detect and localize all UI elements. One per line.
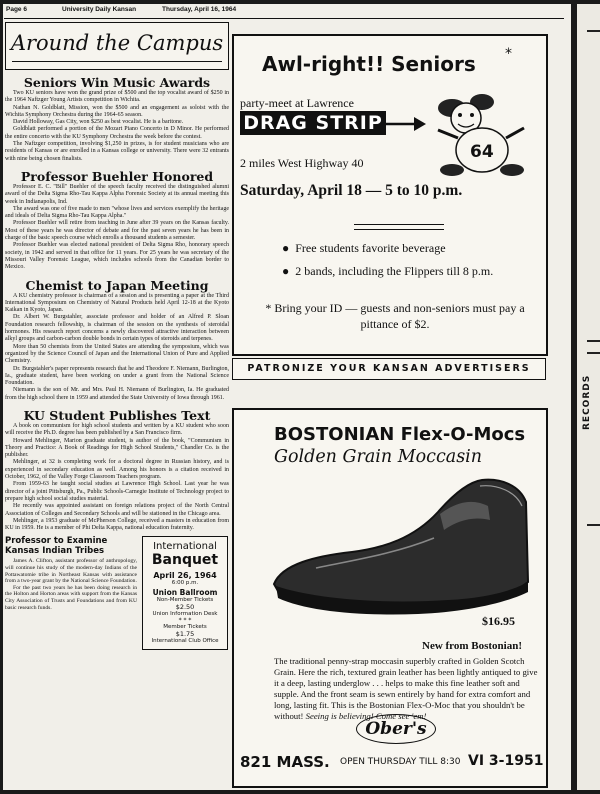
brand-headline: BOSTONIAN Flex-O-Mocs [274,424,526,445]
banquet-line1: International [153,541,217,553]
banquet-time: 6:00 p.m. [171,580,199,587]
member-label: Member Tickets [163,624,207,631]
around-campus-column [5,22,229,656]
banquet-place: Union Ballroom [152,588,218,598]
mascot-number: 64 [470,142,494,162]
banquet-date: April 26, 1964 [153,571,217,581]
store-address: 821 MASS. [240,753,330,771]
paragraph: The Naftzger competition, involving $1,250 in prizes, is for student musicians who are residents of Kansas or are enrolled in a Kansas college or university. There were 32 entrants with nine being chosen finalists. [5,141,229,162]
ad-headline: Awl-right!! Seniors [262,52,476,76]
story-headline: Seniors Win Music Awards [23,75,211,90]
tribes-story [5,536,137,611]
story-body [5,293,229,402]
paragraph: For the past two years he has been doing research in the Holton and Horton areas with support from the Kansas City Association of Trusts and Foundations and from KU basic research funds. [5,584,137,611]
section-banner [5,22,229,70]
story-headline: Chemist to Japan Meeting [25,277,209,293]
story-body [5,558,137,611]
bullet-item [282,241,446,256]
divider [354,229,444,230]
paragraph: James A. Clifton, assistant professor of anthropology, will continue his study of the modern-day Indians of the Pottawatomie tribe in Northeast Kansas with assistance from a two-year grant by the National Science Foundation. [5,558,137,585]
paragraph: Professor Buehler will retire from teaching in June after 39 years on the Kansas faculty. Most of these years he was director of debate and for the past seven years he has been in charge of the basic speech course which enrolls a thousand students a semester. [5,220,229,242]
moccasin-illustration [268,472,538,622]
store-hours: OPEN THURSDAY TILL 8:30 [340,757,461,767]
banquet-ad [142,536,228,650]
banquet-stars: * * * [178,617,192,625]
story-headline: Professor Buehler Honored [20,168,214,184]
paragraph: Mehlinger, a 1953 graduate of McPherson College, received a masters in education from KU in 1959. He is a member of Phi Delta Kappa, national education fraternity. [5,517,229,532]
store-phone: VI 3-1951 [468,753,544,769]
story-body [5,423,229,532]
member-price: $1.75 [175,630,195,639]
story-headline: KU Student Publishes Text [23,407,211,423]
bullet-icon: ● [282,241,296,255]
drag-strip-ad [232,34,548,356]
store-logo: Ober's [356,714,436,744]
arrow-icon [386,115,426,133]
new-label: New from Bostonian! [422,640,523,652]
party-subtitle: party-meet at Lawrence [240,96,354,110]
paragraph: Dr. Burgstahler's paper represents research that he and Theodore F. Niemann, Burlington, Ia., graduate student, have been working on under a grant from the National Science Foundation. [5,365,229,387]
product-name: Golden Grain Moccasin [274,447,483,467]
nonmember-label: Non-Member Tickets [156,597,214,604]
paragraph: Dr. Albert W. Burgstahler, associate professor and holder of an Alfred P. Sloan Foundation research fellowship, is chairman of the session on the synthesis of steroidal hormones. His research report concerns a newly discovered attractive interaction between alkyl groups and carbon-carbon double bonds in certain types of steroids and terpenes. [5,314,229,343]
story-body [5,184,229,272]
section-title: Around the Campus [10,31,224,55]
bullet-item [282,264,493,279]
shoe-description [274,656,542,722]
banquet-desk: Union Information Desk [152,611,218,618]
paragraph: Nathan N. Goldblatt, Mission, won the $500 and an engagement as soloist with the Wichita Symphony Orchestra during the 1964-65 season. [5,104,229,118]
tagline: Seeing is believing! Come see 'em! [305,711,427,721]
paragraph: Two KU seniors have won the grand prize of $500 and the top vocalist award of $250 in the 1964 Naftzger Young Artists competition in Wichita. [5,90,229,104]
page-header [4,4,564,19]
page-number: Page 6 [6,6,27,13]
issue-date: Thursday, April 16, 1964 [162,6,237,13]
description-text: The traditional penny-strap moccasin superbly crafted in Golden Scotch Grain. Here the rich, textured grain leather has been lightly antiqued to give it a deep, lasting underglow . . . helps to make this fine leather soft and supple. And the front seam is sewn entirely by hand for extra comfort and long, lasting fit. This is the Bostonian Flex-O-Moc that you shouldn't be without! [274,656,538,721]
paragraph: Niemann is the son of Mr. and Mrs. Paul H. Niemann of Burlington, Ia. He graduated from the high school there in 1959 and attended the State University of Iowa through 1961. [5,387,229,401]
paragraph: David Holloway, Gas City, won $250 as best vocalist. He is a baritone. [13,119,184,126]
bullet-icon: ● [282,264,296,278]
paragraph: Professor Buehler was elected national president of Delta Sigma Rho, honorary speech society, in 1942 and served in that office for 11 years. For 25 years he was secretary of the Missouri Valley Forensic League, which includes schools from the Canadian border to Mexico. [5,242,229,271]
drag-strip-banner: DRAG STRIP [240,111,386,135]
banner-rule [12,61,222,62]
paragraph: Goldblatt performed a portion of the Mozart Piano Concerto in D Minor. He performed the entire concerto with the KU Symphony Orchestra the week before the contest. [5,126,229,140]
asterisk: * [505,46,512,62]
bullet-text: Free students favorite beverage [295,241,446,255]
bottom-briefs [5,536,229,656]
paragraph: The award was one of five made to men "whose lives and services exemplify the heritage and ideals of Delta Sigma Rho-Tau Kappa Alpha." [5,205,229,220]
bostonian-shoe-ad [232,408,548,788]
event-date: Saturday, April 18 — 5 to 10 p.m. [240,182,463,199]
records-label: RECORDS [582,374,592,430]
paragraph: More than 50 chemists from the United States are attending the symposium, which was organized by the Science Council of Japan and the International Union of Pure and Applied Chemistry. [5,343,229,365]
tribes-headline: Professor to Examine Kansas Indian Tribes [5,536,108,557]
story-body [5,90,229,163]
location-line: 2 miles West Highway 40 [240,156,364,170]
paragraph: Professor E. C. "Bill" Buehler of the speech faculty received the distinguished alumni award of the Delta Sigma Rho-Tau Kappa Alpha Forensic Society at its annual meeting this week in Indianapolis, Ind. [5,183,229,205]
bullet-text: 2 bands, including the Flippers till 8 p.m. [295,264,494,278]
newspaper-name: University Daily Kansan [62,6,137,13]
divider [354,224,444,225]
ad-footer: * Bring your ID — guests and non-seniors must pay a pittance of $2. [265,301,525,331]
banquet-line2: Banquet [151,552,219,569]
price: $16.95 [482,614,515,628]
paragraph: Howard Mehlinger, Marion graduate student, is author of the book, "Communism in Theory and Practice: A Book of Readings for High School Students," Chandler Co. is the publisher. [5,437,229,459]
paragraph: He recently was appointed assistant on foreign relations project of the North Central Association of Colleges and Secondary Schools and will be stationed in the Chicago area. [5,503,229,517]
mascot-illustration [424,86,534,181]
nonmember-price: $2.50 [175,603,195,612]
paragraph: A book on communism for high school students and written by a KU student who soon will receive the Ph.D. degree has been published by a San Francisco firm. [5,422,229,437]
banquet-office: International Club Office [151,638,219,645]
paragraph: From 1959-63 he taught social studies at Lawrence High School. Last year he was director of a joint Pittsburgh, Pa., Public Schools-Carnegie Institute of Technology project to prepare high school social studies material. [5,481,229,502]
paragraph: Mehlinger, at 32 is completing work for a doctoral degree in Russian history, and is experienced in secondary education as well. Among his honors is a citation received in October, 1962, of the Valley Forge Classroom Teachers program. [5,459,229,481]
paragraph: A KU chemistry professor is chairman of a session and is presenting a paper at the Third International Symposium on Chemistry of Natural Products held April 12-18 at the Kyoto Kaikan in Kyoto, Japan. [5,292,229,314]
patronize-banner: PATRONIZE YOUR KANSAN ADVERTISERS [232,358,546,380]
